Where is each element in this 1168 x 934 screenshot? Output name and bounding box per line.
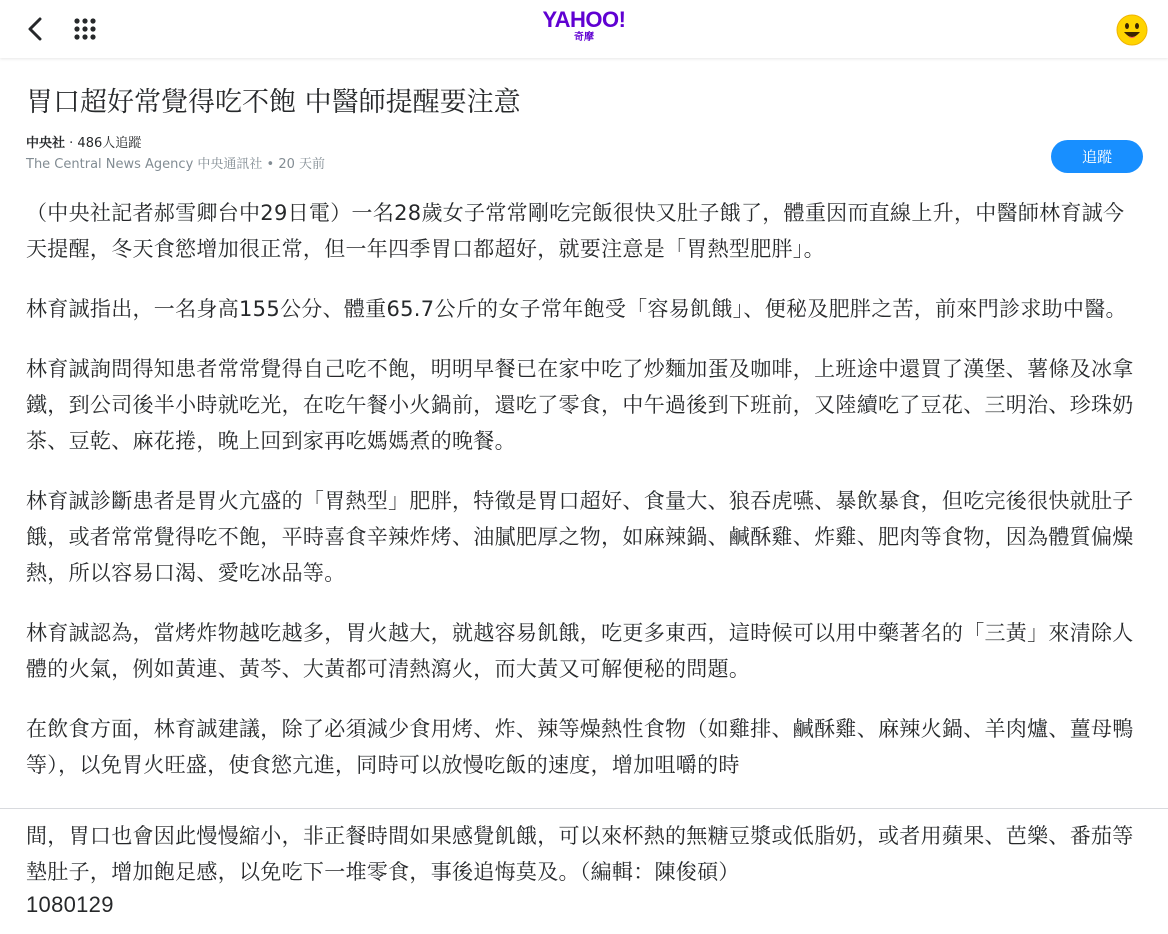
article-meta xyxy=(26,134,325,176)
logo-subtext: 奇摩 xyxy=(574,32,594,43)
article-paragraph: （中央社記者郝雪卿台中29日電）一名28歲女子常常剛吃完飯很快又肚子餓了，體重因而直線上升，中醫師林育誠今天提醒，冬天食慾增加很正常，但一年四季胃口都超好，就要注意是「胃熱型肥胖」。 xyxy=(26,201,1125,261)
yahoo-logo[interactable] xyxy=(534,8,634,50)
provider-line xyxy=(26,134,325,154)
meta-separator: · xyxy=(69,136,78,151)
avatar[interactable] xyxy=(1116,14,1148,46)
source-name: The Central News Agency 中央通訊社 xyxy=(26,157,263,172)
source-line xyxy=(26,154,325,176)
article-paragraph: 林育誠診斷患者是胃火亢盛的「胃熱型」肥胖，特徵是胃口超好、食量大、狼吞虎嚥、暴飲暴食，但吃完後很快就肚子餓，或者常常覺得吃不飽，平時喜食辛辣炸烤、油膩肥厚之物，如麻辣鍋、鹹酥雞、炸雞、肥肉等食物，因為體質偏燥熱，所以容易口渴、愛吃冰品等。 xyxy=(26,489,1134,585)
follow-button[interactable]: 追蹤 xyxy=(1051,140,1143,173)
article-body-continued xyxy=(26,818,1144,920)
provider-name[interactable]: 中央社 xyxy=(26,136,66,151)
article-date-code: 1080129 xyxy=(26,892,114,917)
smiley-face-icon xyxy=(1116,14,1148,46)
apps-grid-button[interactable] xyxy=(70,14,100,44)
article-title: 胃口超好常覺得吃不飽 中醫師提醒要注意 xyxy=(26,87,521,118)
article-paragraph: 林育誠認為，當烤炸物越吃越多，胃火越大，就越容易飢餓，吃更多東西，這時候可以用中藥著名的「三黃」來清除人體的火氣，例如黃連、黃芩、大黃都可清熱瀉火，而大黃又可解便秘的問題。 xyxy=(26,621,1134,681)
grid-icon xyxy=(74,18,96,40)
article-paragraph: 在飲食方面，林育誠建議，除了必須減少食用烤、炸、辣等燥熱性食物（如雞排、鹹酥雞、麻辣火鍋、羊肉爐、薑母鴨等），以免胃火旺盛，使食慾亢進，同時可以放慢吃飯的速度，增加咀嚼的時 xyxy=(26,717,1134,777)
publish-time: 20 天前 xyxy=(278,157,326,172)
back-button[interactable] xyxy=(20,14,50,44)
chevron-left-icon xyxy=(26,17,44,41)
meta-separator: • xyxy=(266,157,279,172)
logo-text: YAHOO! xyxy=(542,7,626,32)
follower-count: 486人追蹤 xyxy=(77,136,142,151)
top-navigation-bar xyxy=(0,0,1168,58)
article-body xyxy=(26,195,1144,783)
article-paragraph-continued: 間，胃口也會因此慢慢縮小，非正餐時間如果感覺飢餓，可以來杯熱的無糖豆漿或低脂奶，或者用蘋果、芭樂、番茄等墊肚子，增加飽足感，以免吃下一堆零食，事後追悔莫及。（編輯：陳俊碩） xyxy=(26,824,1134,884)
article-paragraph: 林育誠詢問得知患者常常覺得自己吃不飽，明明早餐已在家中吃了炒麵加蛋及咖啡，上班途中還買了漢堡、薯條及冰拿鐵，到公司後半小時就吃光，在吃午餐小火鍋前，還吃了零食，中午過後到下班前，又陸續吃了豆花、三明治、珍珠奶茶、豆乾、麻花捲，晚上回到家再吃媽媽煮的晚餐。 xyxy=(26,357,1134,453)
article-paragraph: 林育誠指出，一名身高155公分、體重65.7公斤的女子常年飽受「容易飢餓」、便秘及肥胖之苦，前來門診求助中醫。 xyxy=(26,297,1127,321)
scroll-divider xyxy=(0,808,1168,809)
